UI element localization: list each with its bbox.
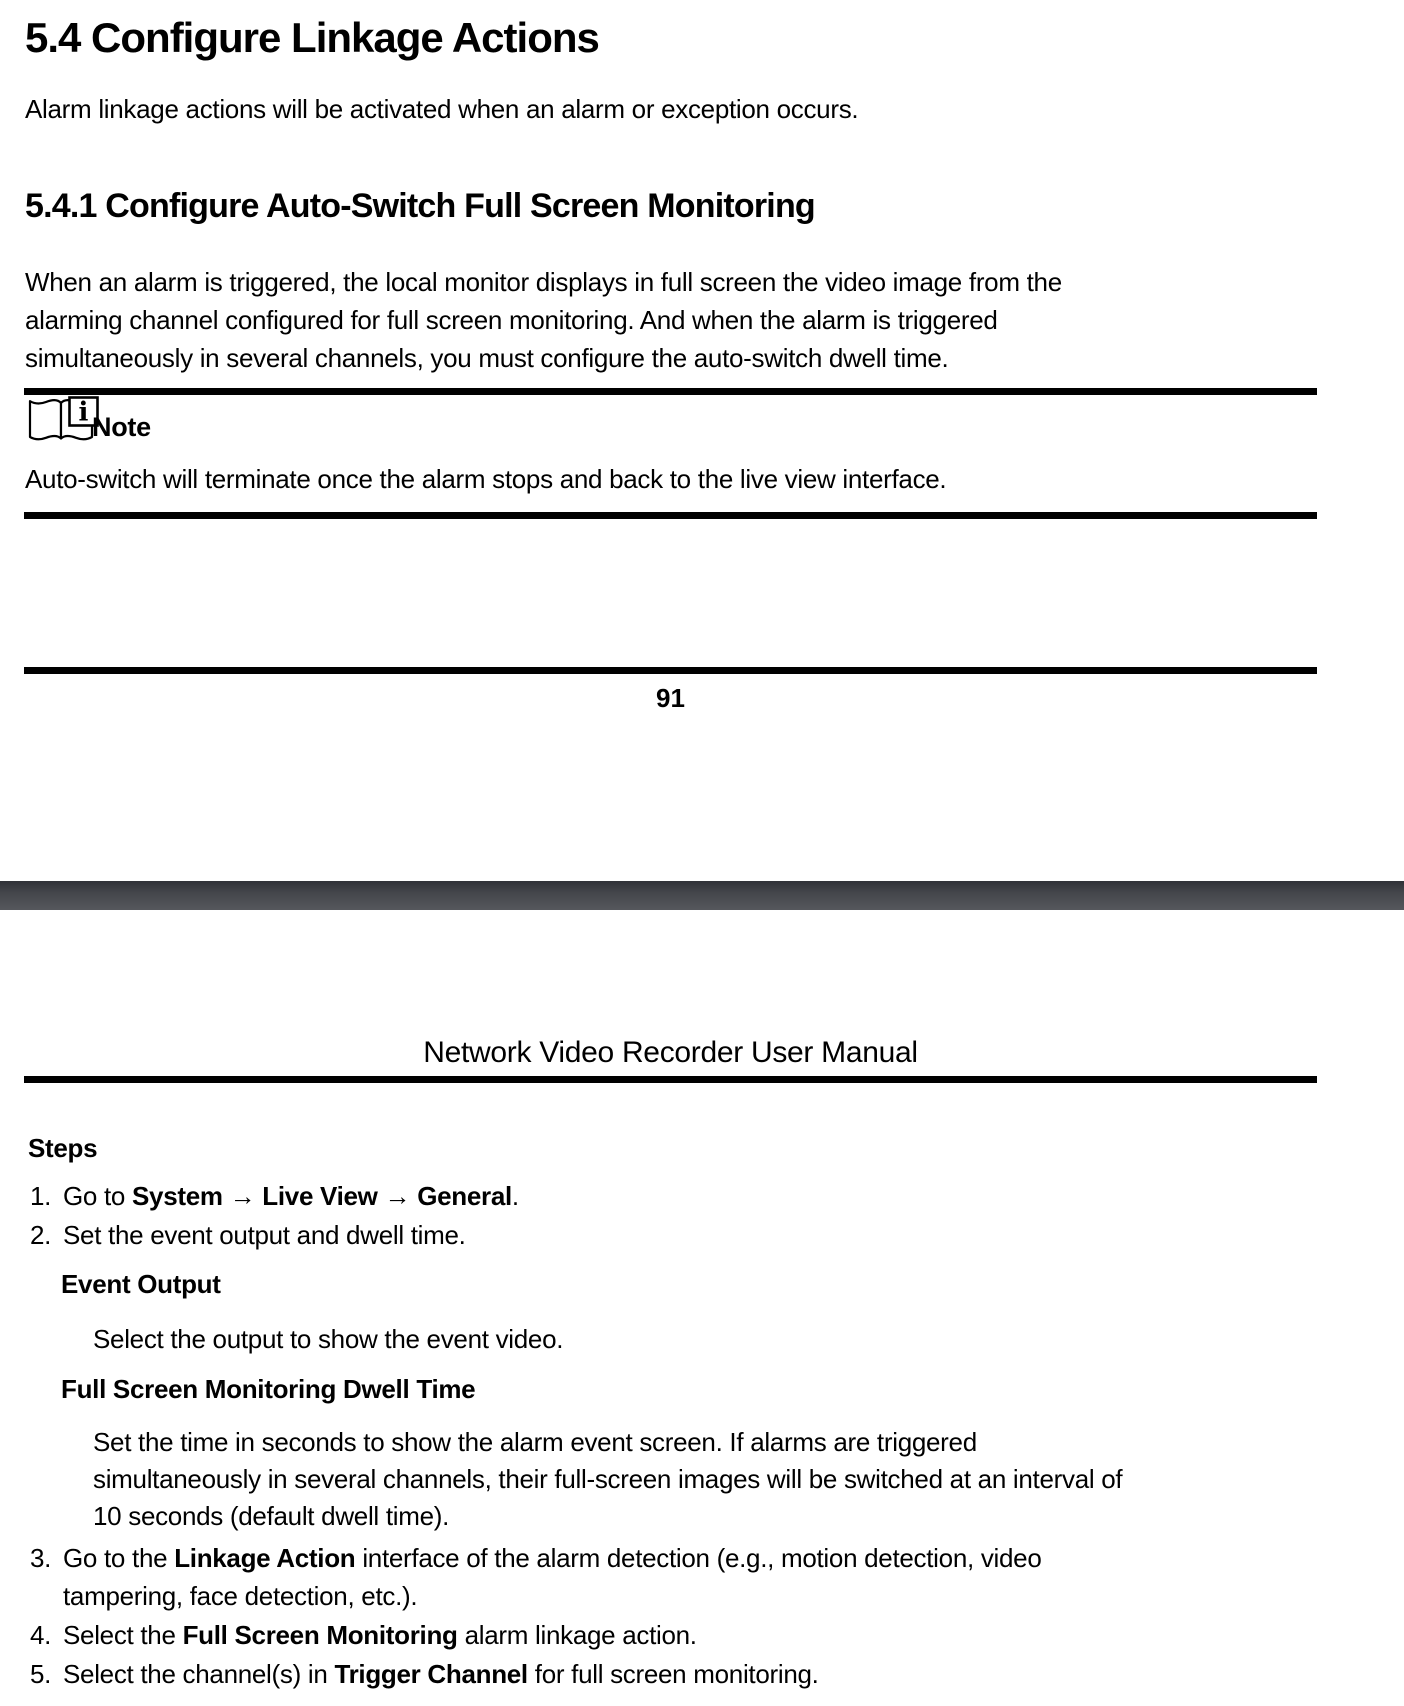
text-segment: Select the channel(s) in	[63, 1659, 335, 1689]
text-segment: for full screen monitoring.	[527, 1659, 819, 1689]
definition-description	[93, 1424, 1122, 1535]
steps-list-bottom	[30, 1539, 1041, 1693]
note-bottom-rule	[24, 512, 1317, 519]
step-line	[30, 1177, 519, 1215]
definition-description	[93, 1321, 1122, 1358]
text-segment: →	[222, 1181, 263, 1211]
text-segment: Go to the	[63, 1543, 175, 1573]
bold-term: Trigger Channel	[334, 1659, 528, 1689]
section-heading: 5.4 Configure Linkage Actions	[25, 14, 599, 61]
bold-term: Linkage Action	[174, 1543, 356, 1573]
text-segment: alarm linkage action.	[457, 1620, 697, 1650]
body-paragraph	[25, 263, 1062, 377]
step-line-continuation	[63, 1577, 1041, 1615]
bold-term: Full Screen Monitoring	[182, 1620, 458, 1650]
text-segment: interface of the alarm detection (e.g., motion detection, video	[355, 1543, 1042, 1573]
step-line	[30, 1216, 519, 1254]
intro-paragraph: Alarm linkage actions will be activated when an alarm or exception occurs.	[25, 94, 859, 124]
step-item	[30, 1655, 1041, 1693]
definition-item	[30, 1267, 1122, 1358]
header-rule	[24, 1076, 1317, 1083]
text-segment: Set the event output and dwell time.	[63, 1220, 466, 1250]
bold-term: Live View	[262, 1181, 378, 1211]
page-footer-rule	[24, 667, 1317, 674]
bold-term: General	[417, 1181, 512, 1211]
text-line: Select the output to show the event video.	[93, 1324, 564, 1354]
text-line: simultaneously in several channels, their full-screen images will be switched at an interval of	[93, 1464, 1123, 1494]
text-segment: .	[511, 1181, 519, 1211]
svg-text:i: i	[78, 397, 89, 428]
step-number: 1.	[30, 1181, 52, 1211]
definition-term: Full Screen Monitoring Dwell Time	[61, 1374, 476, 1404]
subsection-heading: 5.4.1 Configure Auto-Switch Full Screen Monitoring	[25, 187, 815, 225]
step-number: 4.	[30, 1620, 52, 1650]
text-line: simultaneously in several channels, you must configure the auto-switch dwell time.	[25, 343, 949, 373]
step-line	[30, 1655, 1041, 1693]
page-number: 91	[656, 683, 685, 713]
steps-label: Steps	[28, 1133, 98, 1163]
step-item	[30, 1177, 519, 1215]
text-segment: Select the	[63, 1620, 183, 1650]
running-header: Network Video Recorder User Manual	[423, 1036, 918, 1069]
text-segment: Go to	[63, 1181, 133, 1211]
text-segment: →	[377, 1181, 418, 1211]
step-number: 3.	[30, 1543, 52, 1573]
text-line: 10 seconds (default dwell time).	[93, 1501, 450, 1531]
definition-term: Event Output	[61, 1269, 221, 1299]
note-top-rule	[24, 388, 1317, 395]
text-line: alarming channel configured for full screen monitoring. And when the alarm is triggered	[25, 305, 998, 335]
step-number: 5.	[30, 1659, 52, 1689]
text-segment: tampering, face detection, etc.).	[63, 1581, 418, 1611]
step-number: 2.	[30, 1220, 52, 1250]
steps-list-top	[30, 1177, 519, 1254]
definitions-list	[30, 1267, 1122, 1535]
page-separator-bar	[0, 881, 1404, 910]
note-header	[27, 396, 151, 444]
text-line: Set the time in seconds to show the alarm event screen. If alarms are triggered	[93, 1427, 977, 1457]
note-label: Note	[92, 412, 151, 442]
note-text: Auto-switch will terminate once the alarm stops and back to the live view interface.	[25, 464, 947, 494]
step-item	[30, 1539, 1041, 1615]
step-line	[30, 1616, 1041, 1654]
text-line: When an alarm is triggered, the local monitor displays in full screen the video image from the	[25, 267, 1062, 297]
bold-term: System	[132, 1181, 223, 1211]
definition-item	[30, 1372, 1122, 1535]
step-item	[30, 1616, 1041, 1654]
book-info-icon	[27, 396, 99, 444]
step-line	[30, 1539, 1041, 1577]
step-item	[30, 1216, 519, 1254]
